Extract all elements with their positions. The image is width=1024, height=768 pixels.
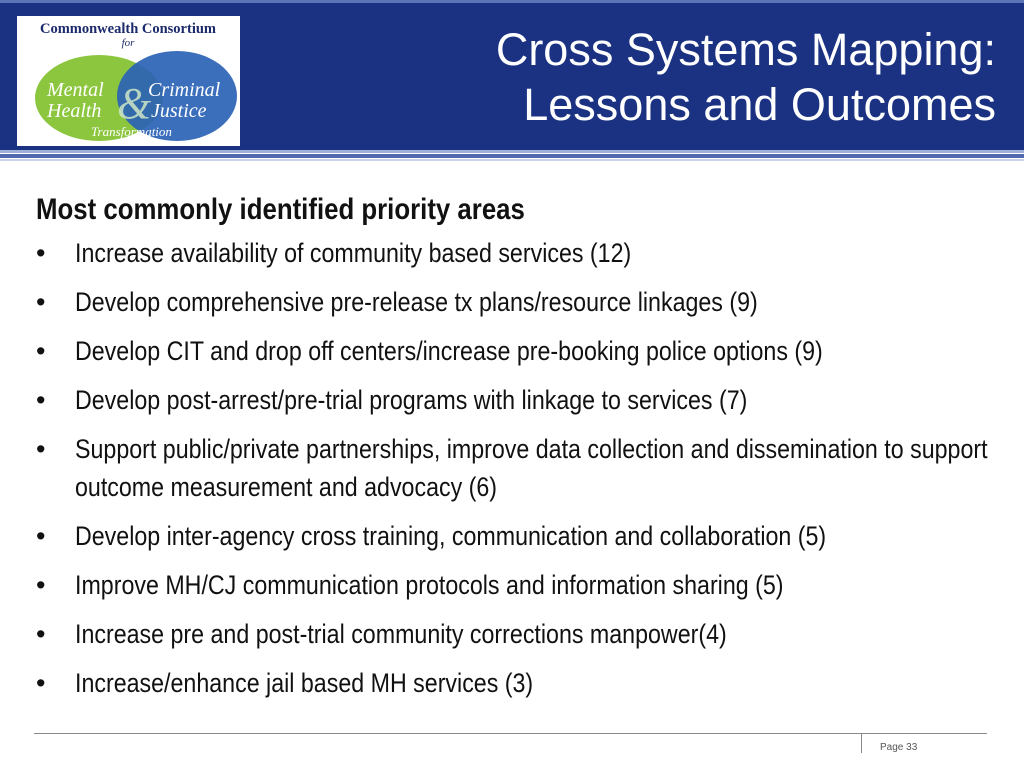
bullet-marker: • <box>36 668 46 698</box>
logo-line1: Commonwealth Consortium <box>39 21 217 37</box>
bullet-marker: • <box>36 570 46 600</box>
footer-divider <box>34 733 987 734</box>
bullet-text: Improve MH/CJ communication protocols and information sharing (5) <box>75 570 784 600</box>
page-number: Page 33 <box>880 742 918 753</box>
header-divider-light <box>0 159 1024 161</box>
bullet-item <box>36 615 1006 653</box>
bullet-marker: • <box>36 238 46 268</box>
bullet-item <box>36 566 1006 604</box>
bullet-marker: • <box>36 521 46 551</box>
logo-graphic <box>17 16 240 146</box>
bullet-marker: • <box>36 434 46 464</box>
bullet-item <box>36 430 1006 506</box>
logo-ampersand: & <box>117 79 152 128</box>
bullet-text: Develop inter-agency cross training, communication and collaboration (5) <box>75 521 827 551</box>
section-heading: Most commonly identified priority areas <box>36 193 525 226</box>
logo-transformation: Transformation <box>91 124 172 139</box>
logo-justice: Justice <box>151 100 207 122</box>
bullet-text: Develop post-arrest/pre-trial programs with linkage to services (7) <box>75 385 748 415</box>
bullet-marker: • <box>36 287 46 317</box>
logo-criminal: Criminal <box>148 79 221 101</box>
logo-mental: Mental <box>47 79 104 101</box>
slide-title-line1: Cross Systems Mapping: <box>495 24 996 75</box>
bullet-marker: • <box>36 336 46 366</box>
bullet-text: Support public/private partnerships, improve data collection and dissemination to support outcome measurement and advocacy (6) <box>75 434 988 502</box>
slide-body <box>36 190 1006 713</box>
bullet-text: Increase/enhance jail based MH services (3) <box>75 668 534 698</box>
bullet-item <box>36 664 1006 702</box>
bullet-marker: • <box>36 385 46 415</box>
logo-line2: for <box>121 37 135 49</box>
bullet-text: Develop comprehensive pre-release tx plans/resource linkages (9) <box>75 287 758 317</box>
logo-health: Health <box>47 100 102 122</box>
bullet-text: Increase pre and post-trial community corrections manpower(4) <box>75 619 727 649</box>
header-divider-band <box>0 154 1024 158</box>
bullet-item <box>36 234 1006 272</box>
bullet-marker: • <box>36 619 46 649</box>
slide-title-line2: Lessons and Outcomes <box>523 79 996 130</box>
bullet-item <box>36 332 1006 370</box>
slide-title <box>296 22 996 132</box>
consortium-logo <box>17 16 240 146</box>
bullet-item <box>36 283 1006 321</box>
bullet-text: Increase availability of community based services (12) <box>75 238 632 268</box>
bullet-text: Develop CIT and drop off centers/increase pre-booking police options (9) <box>75 336 823 366</box>
header-divider <box>0 150 1024 153</box>
bullet-list <box>36 234 1006 702</box>
footer-tick <box>861 733 862 753</box>
bullet-item <box>36 381 1006 419</box>
bullet-item <box>36 517 1006 555</box>
